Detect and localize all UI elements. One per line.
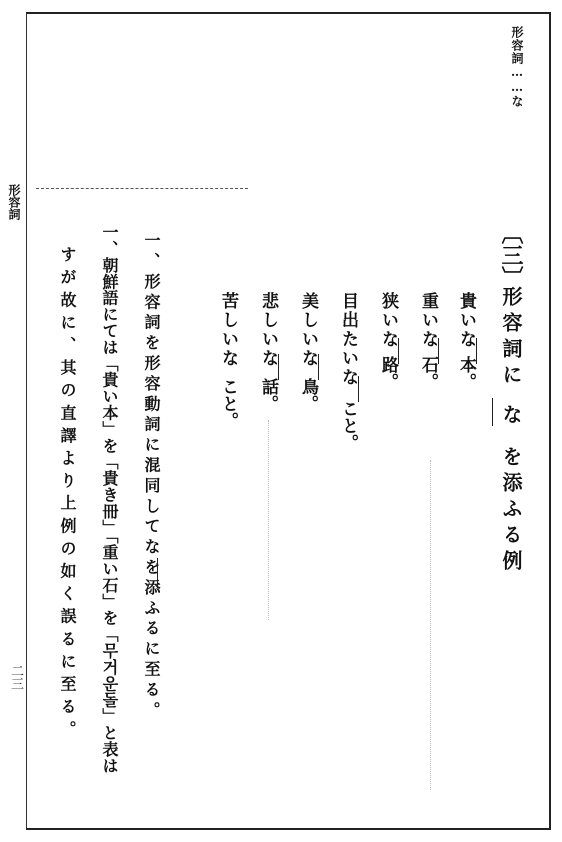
note-2-line-1: 一、朝鮮語にては「貴い本」を「貴き冊」「重い石」を「무거운돌」と表は (100, 224, 119, 774)
example-text: 美しいな (298, 292, 318, 368)
heading-text-1: 形容詞に (499, 286, 523, 390)
example-text: 目出たいな (338, 292, 358, 387)
example-text: 石。 (418, 356, 438, 390)
example-text: 路。 (378, 356, 398, 390)
example-text: こと。 (218, 378, 238, 429)
example-side-mark (278, 354, 279, 380)
running-head: 形容詞……な (510, 26, 524, 108)
example-text: 苦しいな (218, 292, 238, 368)
example-text: 話。 (258, 378, 278, 412)
example-text: 狭いな (378, 292, 398, 349)
example-text: 重いな (418, 292, 438, 349)
margin-chapter-label: 形容詞 (7, 184, 21, 220)
example-side-mark (358, 376, 359, 402)
example-text: こと。 (338, 400, 358, 451)
note-1-side-mark (157, 558, 158, 588)
heading-text-2: を添ふる例 (499, 446, 523, 576)
faint-guide (268, 420, 271, 620)
separator-line (36, 188, 248, 189)
example-text: 貴いな (456, 292, 476, 349)
note-1: 一、形容詞を形容動詞に混同してなを添ふるに至る。 (142, 232, 161, 722)
page-number: 二三 (8, 664, 23, 690)
example-text: 悲しいな (258, 292, 278, 368)
example-text: 鳥。 (298, 378, 318, 412)
example-text: 本。 (456, 356, 476, 390)
section-heading (494, 222, 528, 576)
section-number: 〔三〕 (498, 222, 524, 288)
faint-guide (430, 460, 433, 790)
heading-na: な (499, 404, 523, 424)
example-side-mark (318, 354, 319, 380)
heading-side-mark (492, 398, 493, 426)
note-2-line-2: すが故に、其の直譯より上例の如く誤るに至る。 (58, 246, 77, 744)
